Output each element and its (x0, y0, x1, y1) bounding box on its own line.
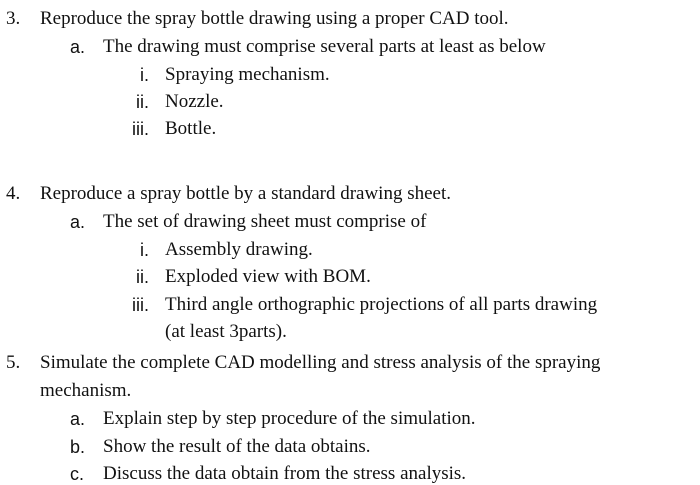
section-5-sub-b-text: Show the result of the data obtains. (103, 436, 371, 457)
section-3-item-ii-marker: ii. (136, 92, 149, 112)
section-5-sub-c-text: Discuss the data obtain from the stress analysis. (103, 463, 467, 484)
section-3-item-iii-text: Bottle. (165, 118, 217, 139)
section-3-item-i-text: Spraying mechanism. (165, 64, 330, 85)
section-5-sub-a-text: Explain step by step procedure of the simulation. (103, 408, 476, 429)
section-3-title: Reproduce the spray bottle drawing using a proper CAD tool. (40, 8, 509, 29)
section-4-item-ii-text: Exploded view with BOM. (165, 266, 371, 287)
section-4-title: Reproduce a spray bottle by a standard drawing sheet. (40, 183, 452, 204)
section-4-item-ii-marker: ii. (136, 267, 149, 287)
section-5-title: Simulate the complete CAD modelling and stress analysis of the spraying (40, 352, 601, 373)
section-4-item-i-text: Assembly drawing. (165, 239, 313, 260)
section-3-item-ii-text: Nozzle. (165, 91, 224, 112)
section-4-item-iii-marker: iii. (132, 295, 149, 315)
section-5-sub-b-marker: b. (70, 437, 86, 457)
section-3-sub-a-text: The drawing must comprise several parts at least as below (103, 36, 546, 57)
section-4-item-iii-text: Third angle orthographic projections of all parts drawing (165, 294, 598, 315)
section-4-item-i-marker: i. (140, 240, 149, 260)
section-5-sub-a-marker: a. (70, 409, 86, 429)
section-5-title-continuation: mechanism. (40, 380, 132, 401)
section-3-item-iii-marker: iii. (132, 119, 149, 139)
section-5-sub-c-marker: c. (70, 464, 85, 484)
section-5-number: 5. (6, 352, 21, 373)
section-3-number: 3. (6, 8, 21, 29)
section-4-sub-a-text: The set of drawing sheet must comprise of (103, 211, 427, 232)
section-4-sub-a-marker: a. (70, 212, 86, 232)
section-4-number: 4. (6, 183, 21, 204)
section-3-item-i-marker: i. (140, 65, 149, 85)
section-4-item-iii-continuation: (at least 3parts). (165, 321, 287, 342)
section-3-sub-a-marker: a. (70, 37, 86, 57)
